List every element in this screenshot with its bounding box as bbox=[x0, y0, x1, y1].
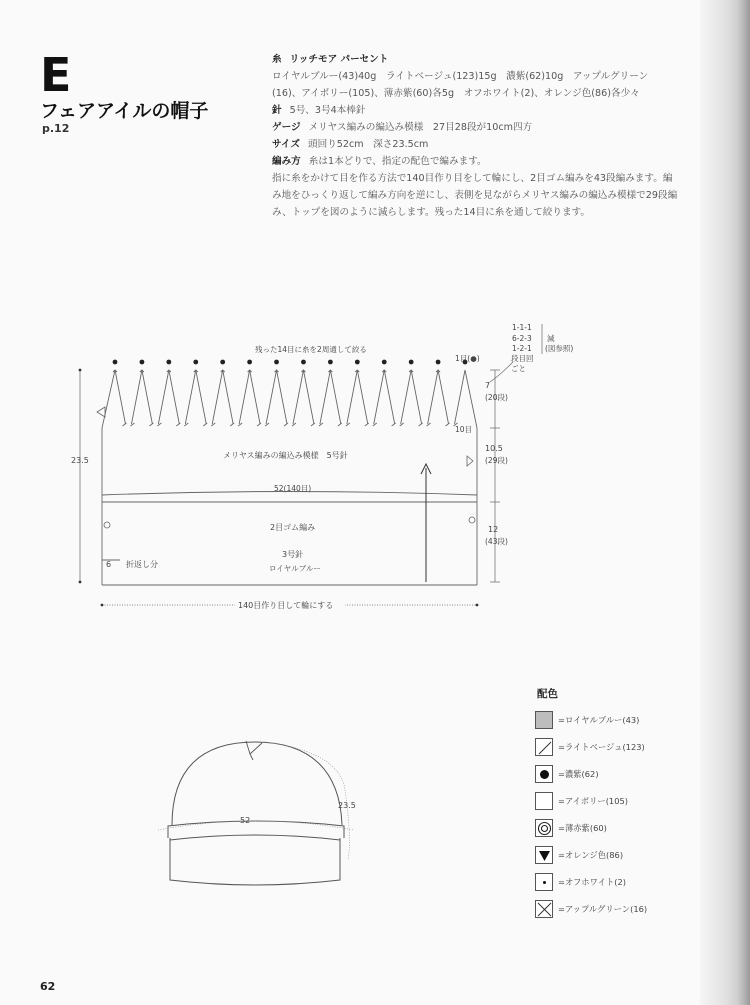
crown-decrease-line bbox=[250, 370, 277, 424]
crown-right-edge bbox=[465, 370, 477, 428]
page-gutter-shadow bbox=[700, 0, 750, 1005]
marker-left-top bbox=[97, 407, 105, 417]
body-rows: (29段) bbox=[485, 456, 508, 465]
decrease-row-1: 1-1-1 bbox=[512, 323, 532, 332]
decrease-note-a: 段目回 bbox=[511, 354, 534, 363]
hat-fold-line bbox=[170, 835, 340, 840]
crown-decrease-line bbox=[169, 370, 196, 424]
method-line-4: み、トップを図のように減らします。残った14目に糸を通して絞ります。 bbox=[272, 207, 590, 218]
crown-decrease-line bbox=[384, 370, 411, 424]
hat-brim bbox=[170, 838, 340, 885]
pattern-label: メリヤス編みの編込み模様 5号針 bbox=[223, 451, 348, 460]
cross-icon bbox=[535, 900, 553, 918]
legend-item bbox=[535, 872, 626, 892]
rib-rows: (43段) bbox=[485, 537, 508, 546]
crown-decrease-line bbox=[196, 370, 223, 424]
legend-label: =ロイヤルブルー(43) bbox=[558, 715, 640, 725]
crown-tick bbox=[365, 423, 377, 426]
page-reference: p.12 bbox=[42, 122, 70, 135]
rib-height: 12 bbox=[488, 525, 499, 534]
method-line-3: み地をひっくり返して編み方向を逆にし、表側を見ながらメリヤス編みの編込み模様で29段編 bbox=[272, 190, 678, 201]
crown-tick bbox=[122, 423, 134, 426]
crown-tick bbox=[419, 423, 431, 426]
legend-item bbox=[535, 818, 607, 838]
first-stitch-label: 1目(●) bbox=[455, 354, 480, 363]
crown-decrease-line bbox=[223, 370, 250, 424]
rib-label: 2目ゴム編み bbox=[270, 523, 316, 532]
legend-label: =オフホワイト(2) bbox=[558, 877, 626, 887]
crown-tick bbox=[149, 423, 161, 426]
needle-label: 針 bbox=[272, 105, 282, 116]
crown-decrease-zigzag bbox=[113, 370, 465, 426]
legend-item bbox=[535, 899, 647, 919]
crown-decrease-line bbox=[142, 370, 169, 424]
hat-crown-outline bbox=[172, 742, 342, 825]
crown-decrease-line bbox=[330, 370, 357, 424]
legend-label: =ライトベージュ(123) bbox=[558, 742, 645, 752]
legend-label: =アイボリー(105) bbox=[558, 796, 628, 806]
marker-right-2 bbox=[469, 517, 475, 523]
crown-stitch-dot bbox=[247, 360, 252, 365]
yarn-line-1: ロイヤルブルー(43)40g ライトベージュ(123)15g 濃紫(62)10g アップルグリーン bbox=[272, 71, 649, 82]
legend-item bbox=[535, 764, 599, 784]
gauge-label: ゲージ bbox=[272, 122, 301, 133]
slash-icon bbox=[535, 738, 553, 756]
knitting-diagram bbox=[60, 320, 600, 620]
pattern-letter: E bbox=[40, 48, 72, 102]
legend-title: 配色 bbox=[537, 688, 558, 700]
crown-tick bbox=[176, 423, 188, 426]
crown-tick bbox=[230, 423, 242, 426]
crown-decrease-line bbox=[411, 370, 438, 424]
crown-left-edge bbox=[102, 370, 115, 428]
decrease-row-3: 1-2-1 bbox=[512, 344, 532, 353]
legend-label: =濃紫(62) bbox=[558, 769, 599, 779]
crown-decrease-line bbox=[357, 370, 384, 424]
double-circle-icon bbox=[535, 819, 553, 837]
blank-square-icon bbox=[535, 792, 553, 810]
crown-stitch-dot bbox=[113, 360, 118, 365]
total-height-label: 23.5 bbox=[71, 456, 89, 465]
page-number: 62 bbox=[40, 980, 56, 993]
needle-row bbox=[272, 102, 692, 119]
crown-decrease-line bbox=[303, 370, 330, 424]
yarn-row bbox=[272, 51, 692, 68]
crown-stitch-dot bbox=[436, 360, 441, 365]
marker-left-1 bbox=[104, 522, 110, 528]
legend-item bbox=[535, 737, 645, 757]
hat-top-gather bbox=[246, 741, 262, 760]
decrease-label: 減 bbox=[547, 334, 555, 343]
crown-stitch-dot bbox=[409, 360, 414, 365]
cast-on-label: 140目作り目して輪にする bbox=[238, 601, 334, 610]
size-label: サイズ bbox=[272, 139, 301, 150]
hat-width-dimension bbox=[158, 821, 354, 830]
width-label: 52(140目) bbox=[274, 484, 312, 493]
crown-stitch-dot bbox=[274, 360, 279, 365]
legend-item bbox=[535, 710, 639, 730]
needle-value: 5号、3号4本棒針 bbox=[289, 105, 366, 116]
hat-width-label: 52 bbox=[240, 816, 251, 825]
crown-stitch-dots bbox=[113, 360, 468, 365]
decrease-row-2: 6-2-3 bbox=[512, 334, 532, 343]
fold-number: 6 bbox=[106, 560, 112, 569]
crown-stitch-dot bbox=[220, 360, 225, 365]
crown-height: 7 bbox=[485, 381, 491, 390]
hat-height-dimension bbox=[265, 742, 349, 860]
gray-square-icon bbox=[535, 711, 553, 729]
method-row bbox=[272, 153, 692, 170]
legend-item bbox=[535, 845, 623, 865]
yarn-label: 糸 bbox=[272, 54, 282, 65]
crown-stitch-dot bbox=[328, 360, 333, 365]
legend-label: =オレンジ色(86) bbox=[558, 850, 624, 860]
size-row bbox=[272, 136, 692, 153]
pattern-specs bbox=[272, 51, 692, 221]
filled-circle-icon bbox=[535, 765, 553, 783]
decrease-reference: (図参照) bbox=[545, 344, 574, 353]
crown-decrease-line bbox=[438, 370, 465, 424]
small-needle-label: 3号針 bbox=[282, 550, 304, 559]
crown-tick bbox=[257, 423, 269, 426]
crown-tick bbox=[311, 423, 323, 426]
ten-stitches-label: 10目 bbox=[455, 425, 473, 434]
crown-tick bbox=[203, 423, 215, 426]
marker-right-1 bbox=[467, 456, 473, 466]
crown-stitch-dot bbox=[193, 360, 198, 365]
crown-stitch-dot bbox=[140, 360, 145, 365]
dot-icon bbox=[535, 873, 553, 891]
crown-stitch-dot bbox=[355, 360, 360, 365]
hat-height-label: 23.5 bbox=[338, 801, 356, 810]
yarn-line-2: (16)、アイボリー(105)、薄赤紫(60)各5g オフホワイト(2)、オレンジ色(86)各少々 bbox=[272, 88, 640, 99]
method-label: 編み方 bbox=[272, 156, 301, 167]
gauge-row bbox=[272, 119, 692, 136]
crown-tick bbox=[392, 423, 404, 426]
size-value: 頭回り52cm 深さ23.5cm bbox=[308, 139, 429, 150]
crown-tick bbox=[338, 423, 350, 426]
legend-item bbox=[535, 791, 628, 811]
body-height: 10.5 bbox=[485, 444, 503, 453]
gauge-value: メリヤス編みの編込み模様 27目28段が10cm四方 bbox=[308, 122, 533, 133]
gather-note: 残った14目に糸を2周通して絞る bbox=[255, 345, 367, 354]
legend-label: =アップルグリーン(16) bbox=[558, 904, 648, 914]
crown-rows: (20段) bbox=[485, 393, 508, 402]
hat-illustration bbox=[140, 730, 370, 895]
method-line-2: 指に糸をかけて目を作る方法で140目作り目をして輪にし、2目ゴム編みを43段編みます。編 bbox=[272, 173, 673, 184]
legend-label: =薄赤紫(60) bbox=[558, 823, 607, 833]
crown-decrease-line bbox=[115, 370, 142, 424]
crown-decrease-line bbox=[277, 370, 304, 424]
page-title: フェアアイルの帽子 bbox=[40, 100, 209, 122]
fold-label: 折返し分 bbox=[126, 560, 158, 569]
crown-stitch-dot bbox=[382, 360, 387, 365]
triangle-icon bbox=[535, 846, 553, 864]
yarn-name: リッチモア パーセント bbox=[289, 54, 389, 65]
decrease-note-b: ごと bbox=[511, 364, 526, 373]
method-line-1: 糸は1本どりで、指定の配色で編みます。 bbox=[308, 156, 487, 167]
crown-tick bbox=[284, 423, 296, 426]
crown-stitch-dot bbox=[166, 360, 171, 365]
crown-stitch-dot bbox=[301, 360, 306, 365]
color-royal-label: ロイヤルブルー bbox=[269, 564, 321, 573]
